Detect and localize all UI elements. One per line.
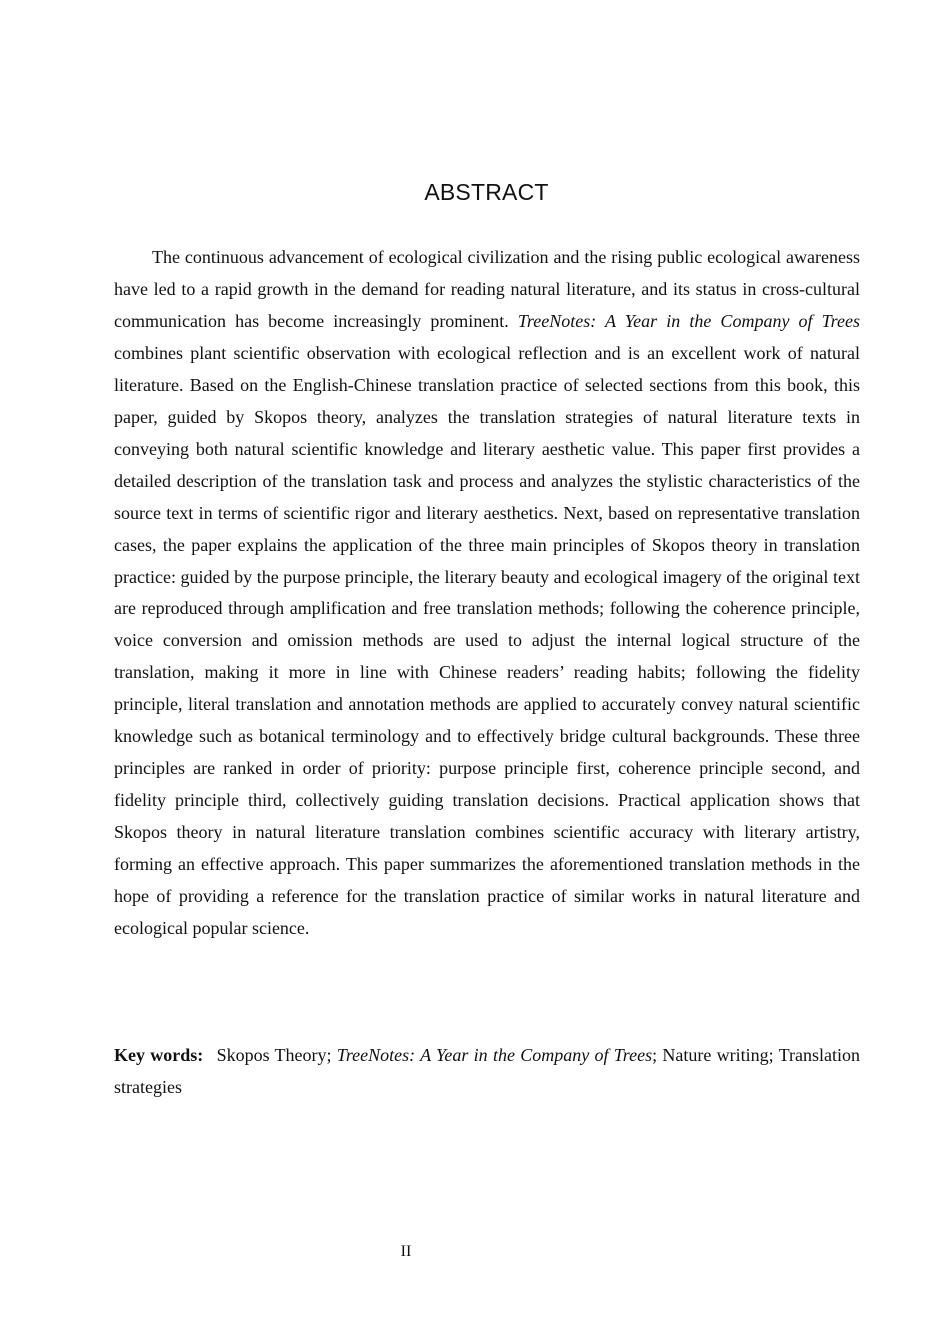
- keyword-book-title: TreeNotes: A Year in the Company of Trees: [336, 1045, 653, 1065]
- keywords-line: [114, 1039, 860, 1103]
- keyword-skopos-theory: Skopos Theory;: [216, 1045, 332, 1065]
- page-number: II: [400, 1243, 412, 1260]
- book-title: TreeNotes: A Year in the Company of Trees: [517, 310, 860, 331]
- keyword-separator: ;: [652, 1045, 658, 1065]
- abstract-text-part2: combines plant scientific observation with ecological reflection and is an excellent work of natural literature. Based on the English-Chinese translation practice of selected sections from this book, this paper, guided by Skopos theory, analyzes the translation strategies of natural literature texts in conveying both natural scientific knowledge and literary aesthetic value. This paper first provides a detailed description of the translation task and process and analyzes the stylistic characteristics of the source text in terms of scientific rigor and literary aesthetics. Next, based on representative translation cases, the paper explains the application of the three main principles of Skopos theory in translation practice: guided by the purpose principle, the literary beauty and ecological imagery of the original text are reproduced through amplification and free translation methods; following the coherence principle, voice conversion and omission methods are used to adjust the internal logical structure of the translation, making it more in line with Chinese readers’ reading habits; following the fidelity principle, literal translation and annotation methods are applied to accurately convey natural scientific knowledge such as botanical terminology and to effectively bridge cultural backgrounds. These three principles are ranked in order of priority: purpose principle first, coherence principle second, and fidelity principle third, collectively guiding translation decisions. Practical application shows that Skopos theory in natural literature translation combines scientific accuracy with literary artistry, forming an effective approach. This paper summarizes the aforementioned translation methods in the hope of providing a reference for the translation practice of similar works in natural literature and ecological popular science.: [114, 342, 860, 939]
- abstract-paragraph: [114, 242, 860, 945]
- keyword-translation-strategies: Translation strategies: [114, 1045, 860, 1097]
- keyword-nature-writing: Nature writing;: [662, 1045, 774, 1065]
- keywords-label: Key words:: [114, 1045, 204, 1065]
- abstract-text-part1: The continuous advancement of ecological civilization and the rising public ecological awareness have led to a rapid growth in the demand for reading natural literature, and its status in cross-cultural communication has become increasingly prominent.: [114, 247, 860, 331]
- abstract-heading: ABSTRACT: [424, 179, 549, 205]
